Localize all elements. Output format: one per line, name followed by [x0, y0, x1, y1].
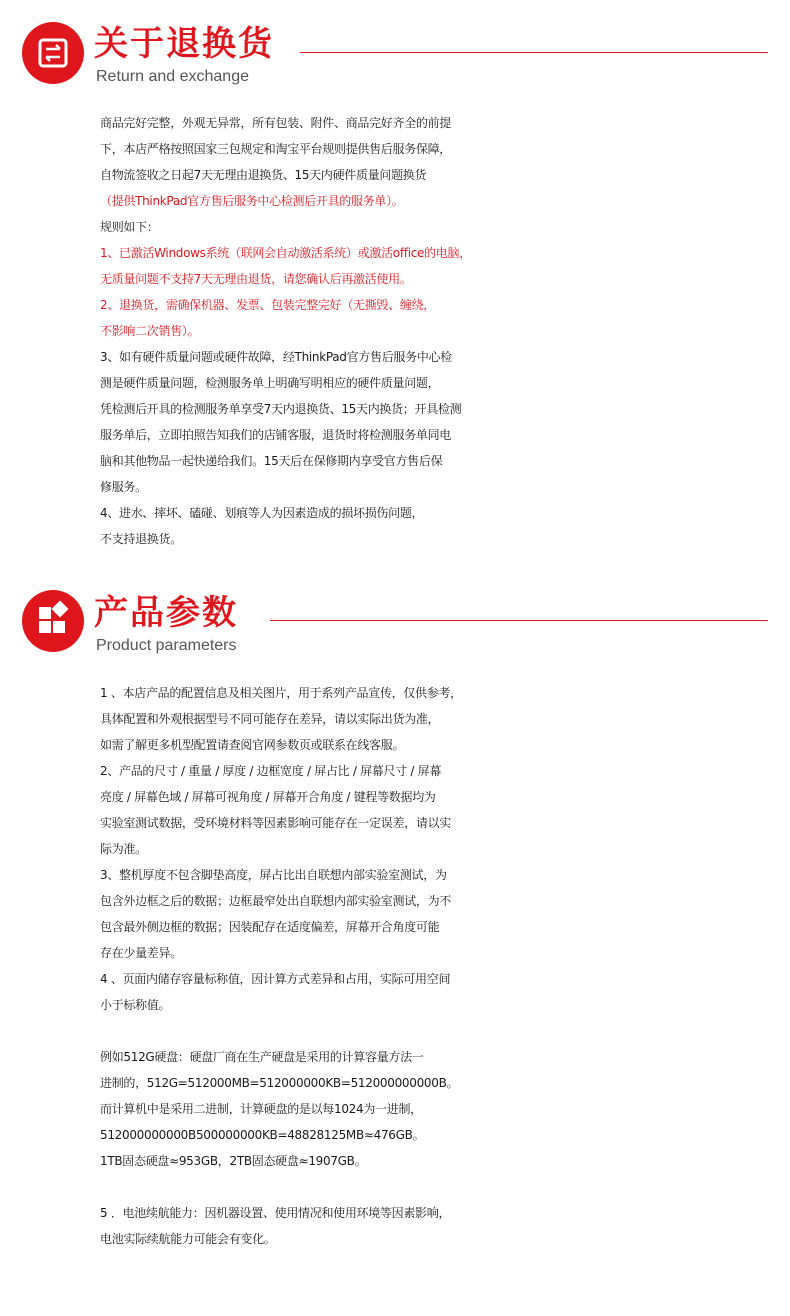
section-title: 关于退换货 — [94, 24, 274, 64]
text-line: 3、整机厚度不包含脚垫高度，屏占比出自联想内部实验室测试，为 — [100, 868, 447, 882]
text-line: 测是硬件质量问题，检测服务单上明确写明相应的硬件质量问题， — [100, 376, 440, 390]
text-line: 3、如有硬件质量问题或硬件故障，经ThinkPad官方售后服务中心检 — [100, 350, 452, 364]
text-line: 电池实际续航能力可能会有变化。 — [100, 1232, 276, 1246]
text-line: 1、已激活Windows系统（联网会自动激活系统）或激活office的电脑， — [100, 246, 471, 260]
text-line: 例如512G硬盘：硬盘厂商在生产硬盘是采用的计算容量方法一 — [100, 1050, 424, 1064]
text-line: 规则如下： — [100, 220, 159, 234]
divider — [270, 620, 768, 621]
text-line: 际为准。 — [100, 842, 147, 856]
text-line: 1TB固态硬盘≈953GB，2TB固态硬盘≈1907GB。 — [100, 1154, 367, 1168]
text-line: 下，本店严格按照国家三包规定和淘宝平台规则提供售后服务保障， — [100, 142, 452, 156]
text-line: 不影响二次销售）。 — [100, 324, 200, 338]
exchange-icon — [22, 22, 84, 84]
text-line: 4 、页面内储存容量标称值，因计算方式差异和占用，实际可用空间 — [100, 972, 451, 986]
text-line: （提供ThinkPad官方售后服务中心检测后开具的服务单）。 — [100, 194, 404, 208]
text-line: 亮度 / 屏幕色域 / 屏幕可视角度 / 屏幕开合角度 / 键程等数据均为 — [100, 790, 436, 804]
product-params-text — [100, 680, 780, 1252]
text-line: 修服务。 — [100, 480, 147, 494]
text-line: 包含外边框之后的数据；边框最窄处出自联想内部实验室测试，为不 — [100, 894, 452, 908]
text-line: 存在少量差异。 — [100, 946, 182, 960]
text-line: 进制的，512G=512000MB=512000000KB=512000000000B。 — [100, 1076, 459, 1090]
text-line: 4、进水、摔坏、磕碰、划痕等人为因素造成的损坏损伤问题， — [100, 506, 424, 520]
text-line: 如需了解更多机型配置请查阅官网参数页或联系在线客服。 — [100, 738, 405, 752]
text-line: 不支持退换货。 — [100, 532, 182, 546]
text-line: 而计算机中是采用二进制，计算硬盘的是以每1024为一进制， — [100, 1102, 422, 1116]
text-line — [100, 1018, 780, 1044]
text-line: 512000000000B500000000KB=48828125MB≈476GB。 — [100, 1128, 425, 1142]
text-line: 商品完好完整，外观无异常，所有包装、附件、商品完好齐全的前提 — [100, 116, 452, 130]
text-line: 包含最外侧边框的数据；因装配存在适度偏差，屏幕开合角度可能 — [100, 920, 440, 934]
grid-diamond-icon — [22, 590, 84, 652]
text-line: 脑和其他物品一起快递给我们。15天后在保修期内享受官方售后保 — [100, 454, 443, 468]
text-line: 小于标称值。 — [100, 998, 171, 1012]
section-subtitle: Product parameters — [96, 637, 237, 654]
text-line: 凭检测后开具的检测服务单享受7天内退换货、15天内换货；开具检测 — [100, 402, 462, 416]
text-line: 自物流签收之日起7天无理由退换货、15天内硬件质量问题换货 — [100, 168, 427, 182]
section-title: 产品参数 — [94, 593, 238, 633]
divider — [300, 52, 768, 53]
text-line: 服务单后，立即拍照告知我们的店铺客服，退货时将检测服务单同电 — [100, 428, 452, 442]
text-line: 5 ．电池续航能力：因机器设置、使用情况和使用环境等因素影响， — [100, 1206, 451, 1220]
text-line: 具体配置和外观根据型号不同可能存在差异，请以实际出货为准， — [100, 712, 440, 726]
text-line: 2、产品的尺寸 / 重量 / 厚度 / 边框宽度 / 屏占比 / 屏幕尺寸 / 屏幕 — [100, 764, 442, 778]
text-line: 1 、本店产品的配置信息及相关图片，用于系列产品宣传，仅供参考， — [100, 686, 462, 700]
text-line: 实验室测试数据，受环境材料等因素影响可能存在一定误差，请以实 — [100, 816, 452, 830]
text-line — [100, 1174, 780, 1200]
text-line: 无质量问题不支持7天无理由退货，请您确认后再激活使用。 — [100, 272, 412, 286]
return-policy-text — [100, 110, 780, 552]
section-subtitle: Return and exchange — [96, 68, 249, 85]
text-line: 2、退换货，需确保机器、发票、包装完整完好（无撕毁、缠绕， — [100, 298, 435, 312]
